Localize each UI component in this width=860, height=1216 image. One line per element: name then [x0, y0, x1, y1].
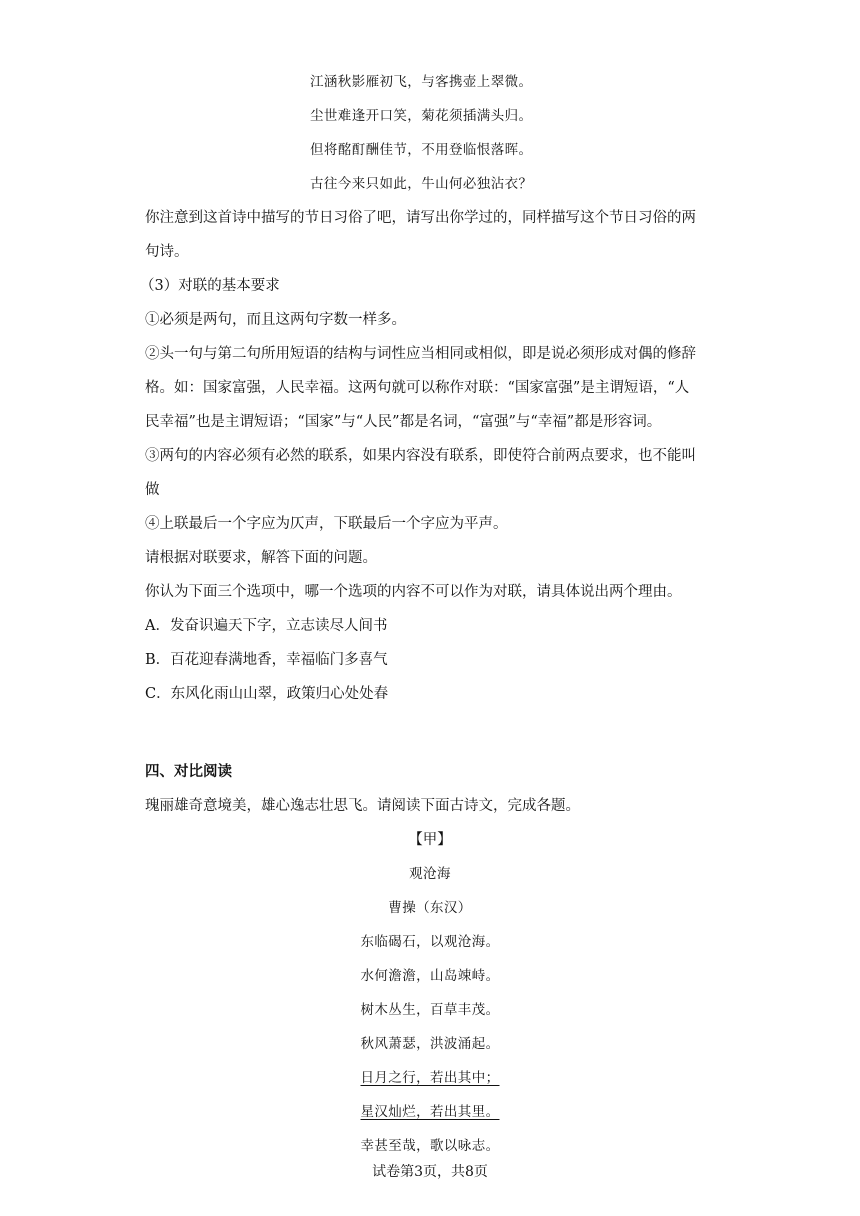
q2-prompt-line-1: 你注意到这首诗中描写的节日习俗了吧，请写出你学过的，同样描写这个节日习俗的两 — [145, 210, 696, 226]
q3-option-b: B．百花迎春满地香，幸福临门多喜气 — [145, 652, 388, 668]
poem2-line-3: 树木丛生，百草丰茂。 — [360, 1002, 500, 1018]
q3-option-c: C．东风化雨山山翠，政策归心处处春 — [145, 686, 389, 702]
q3-rule-1: ①必须是两句，而且这两句字数一样多。 — [145, 312, 406, 328]
poem2-line-6-underlined: 星汉灿烂，若出其里。 — [360, 1104, 500, 1120]
q3-rule-2-line-2: 格。如：国家富强，人民幸福。这两句就可以称作对联：“国家富强”是主谓短语，“人 — [145, 380, 690, 396]
poem1-line-3: 但将酩酊酬佳节，不用登临恨落晖。 — [310, 142, 533, 158]
poem-title: 观沧海 — [409, 866, 451, 882]
q3-rule-2-line-3: 民幸福”也是主谓短语；“国家”与“人民”都是名词，“富强”与“幸福”都是形容词。 — [145, 414, 662, 430]
poem1-line-4: 古往今来只如此，牛山何必独沾衣？ — [310, 176, 533, 192]
poem2-line-2: 水何澹澹，山岛竦峙。 — [360, 968, 500, 984]
poem1-line-2: 尘世难逢开口笑，菊花须插满头归。 — [310, 108, 533, 124]
q3-rule-2-line-1: ②头一句与第二句所用短语的结构与词性应当相同或相似，即是说必须形成对偶的修辞 — [145, 346, 696, 362]
q3-option-a: A．发奋识遍天下字，立志读尽人间书 — [145, 618, 388, 634]
poem2-line-7: 幸甚至哉，歌以咏志。 — [360, 1138, 500, 1154]
poem2-line-1: 东临碣石，以观沧海。 — [360, 934, 500, 950]
q3-rule-3-line-1: ③两句的内容必须有必然的联系，如果内容没有联系，即使符合前两点要求，也不能叫 — [145, 448, 696, 464]
q3-rule-3-line-2: 做 — [145, 482, 160, 498]
poem1-line-1: 江涵秋影雁初飞，与客携壶上翠微。 — [310, 74, 533, 90]
q2-prompt-line-2: 句诗。 — [145, 244, 189, 260]
poem2-line-5-underlined: 日月之行，若出其中； — [360, 1070, 500, 1086]
q3-title: （3）对联的基本要求 — [140, 278, 280, 294]
page-footer: 试卷第3页，共8页 — [372, 1164, 488, 1180]
q3-instruction: 请根据对联要求，解答下面的问题。 — [145, 550, 377, 566]
jia-label: 【甲】 — [408, 832, 452, 848]
q3-question: 你认为下面三个选项中，哪一个选项的内容不可以作为对联，请具体说出两个理由。 — [145, 584, 682, 600]
q3-rule-4: ④上联最后一个字应为仄声，下联最后一个字应为平声。 — [145, 516, 508, 532]
section4-intro: 瑰丽雄奇意境美，雄心逸志壮思飞。请阅读下面古诗文，完成各题。 — [145, 798, 580, 814]
section4-heading: 四、对比阅读 — [145, 764, 232, 780]
poem2-line-4: 秋风萧瑟，洪波涌起。 — [360, 1036, 500, 1052]
poem-author: 曹操（东汉） — [388, 900, 472, 916]
